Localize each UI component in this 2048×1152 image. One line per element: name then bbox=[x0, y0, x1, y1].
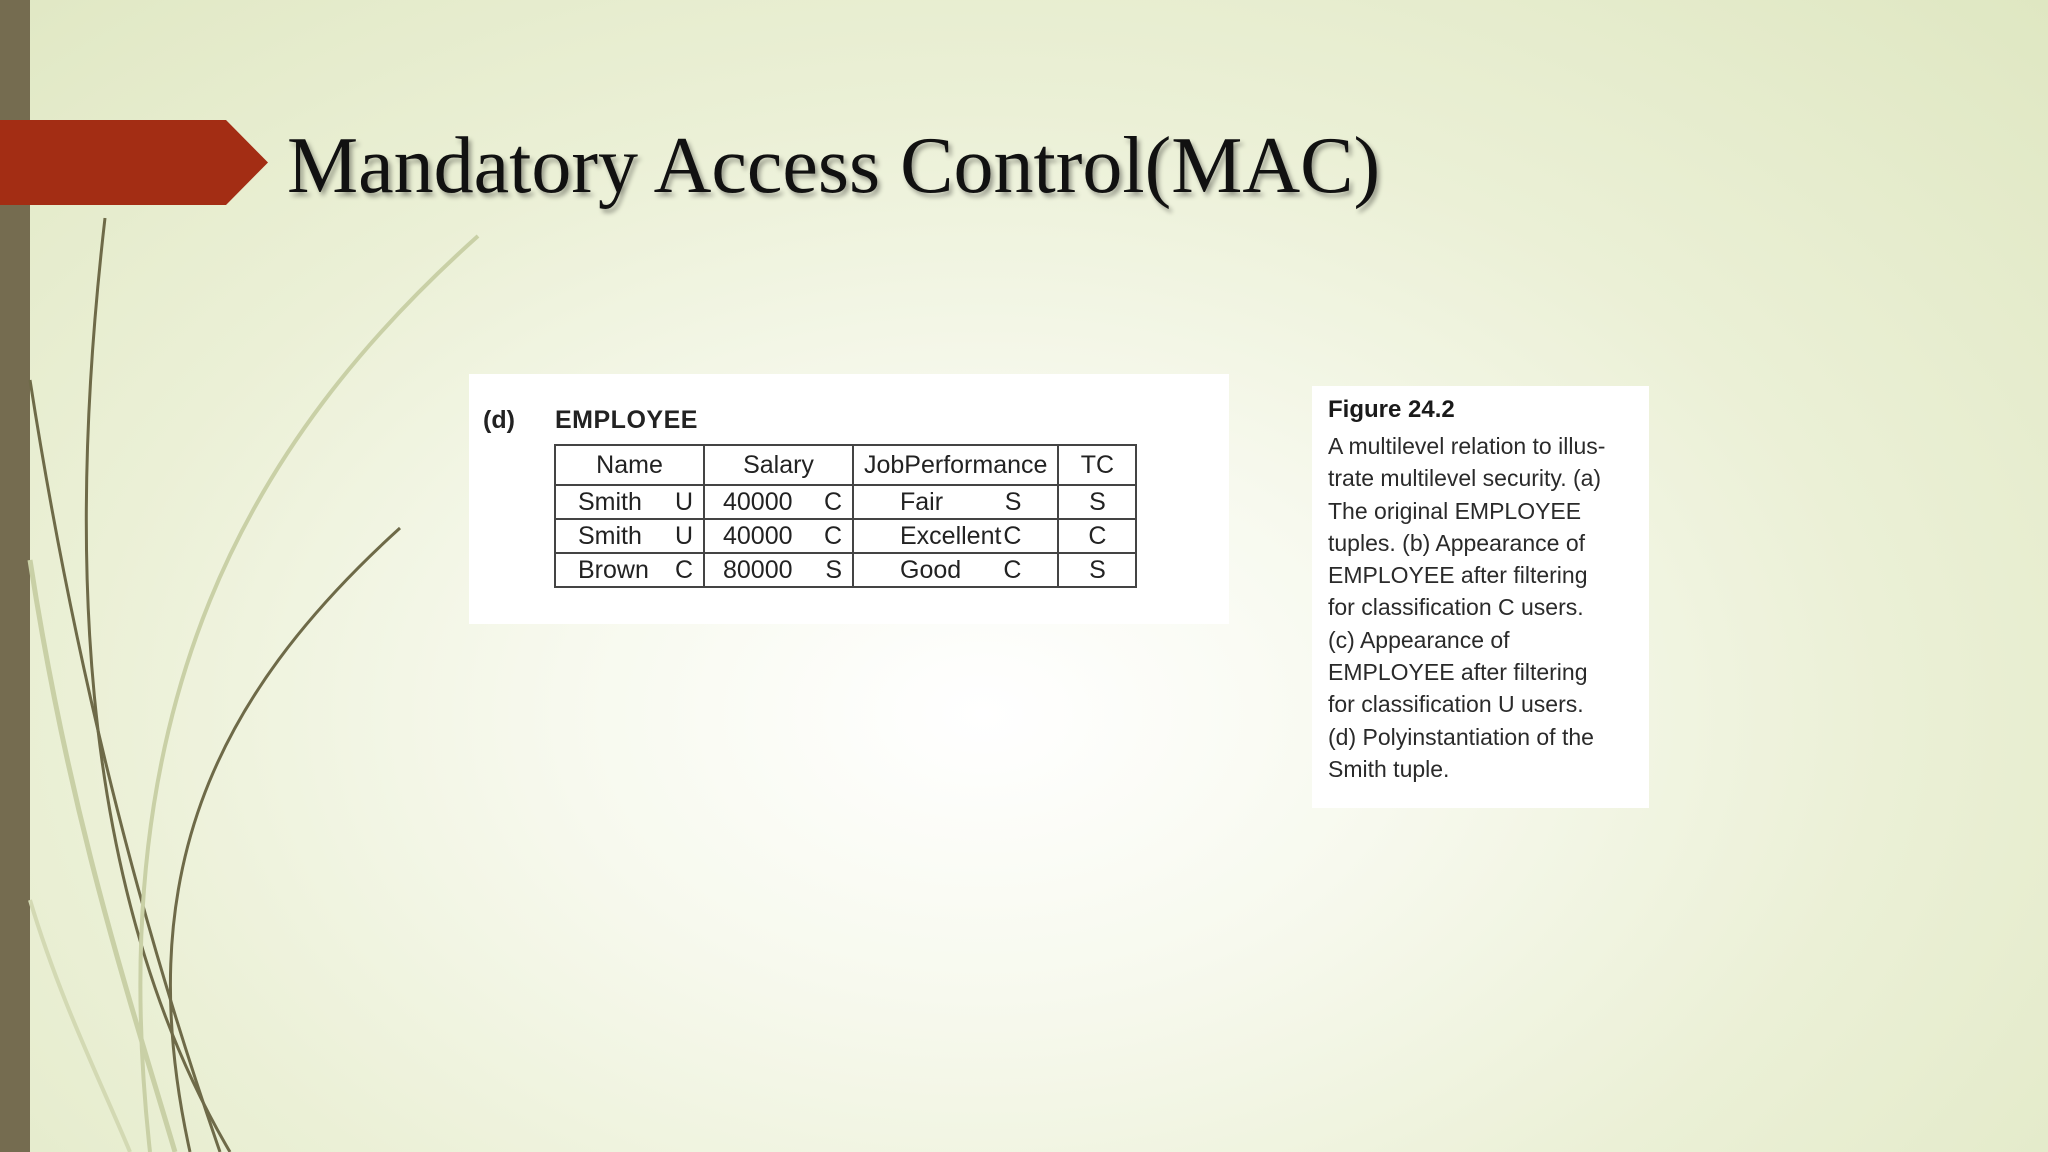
employee-table bbox=[554, 444, 1137, 588]
cell-salary bbox=[704, 519, 853, 553]
job-classification: C bbox=[1003, 555, 1022, 584]
caption-line: trate multilevel security. (a) bbox=[1328, 465, 1602, 492]
caption-line: for classification U users. bbox=[1328, 691, 1584, 718]
header-jobperformance: JobPerformance bbox=[853, 445, 1058, 485]
cell-tc: C bbox=[1058, 519, 1136, 553]
figure-caption bbox=[1312, 386, 1649, 808]
job-value: Fair bbox=[900, 487, 944, 516]
cell-name bbox=[555, 553, 704, 587]
table-header-row bbox=[555, 445, 1136, 485]
title-arrow-shape bbox=[0, 120, 268, 205]
job-classification: C bbox=[1003, 521, 1022, 550]
table-name: EMPLOYEE bbox=[555, 406, 698, 434]
cell-salary bbox=[704, 485, 853, 519]
header-salary: Salary bbox=[704, 445, 853, 485]
caption-title: Figure 24.2 bbox=[1328, 396, 1455, 423]
cell-salary bbox=[704, 553, 853, 587]
caption-line: (d) Polyinstantiation of the bbox=[1328, 723, 1594, 750]
table-row bbox=[555, 553, 1136, 587]
name-classification: C bbox=[674, 555, 693, 584]
salary-value: 80000 bbox=[723, 555, 793, 584]
caption-line: Smith tuple. bbox=[1328, 755, 1450, 782]
cell-jobperformance bbox=[853, 485, 1058, 519]
cell-jobperformance bbox=[853, 519, 1058, 553]
cell-tc: S bbox=[1058, 553, 1136, 587]
salary-classification: C bbox=[823, 487, 842, 516]
salary-classification: S bbox=[825, 555, 842, 584]
slide-title: Mandatory Access Control(MAC) bbox=[287, 122, 1381, 210]
salary-classification: C bbox=[823, 521, 842, 550]
salary-value: 40000 bbox=[723, 521, 793, 550]
cell-name bbox=[555, 485, 704, 519]
header-tc: TC bbox=[1058, 445, 1136, 485]
caption-line: for classification C users. bbox=[1328, 594, 1584, 621]
caption-line: EMPLOYEE after filtering bbox=[1328, 659, 1588, 686]
name-value: Smith bbox=[578, 487, 642, 516]
cell-tc: S bbox=[1058, 485, 1136, 519]
employee-table-figure bbox=[469, 374, 1229, 624]
name-classification: U bbox=[674, 487, 693, 516]
job-value: Excellent bbox=[900, 521, 1002, 550]
name-value: Smith bbox=[578, 521, 642, 550]
table-row bbox=[555, 519, 1136, 553]
table-row bbox=[555, 485, 1136, 519]
job-value: Good bbox=[900, 555, 962, 584]
cell-jobperformance bbox=[853, 553, 1058, 587]
cell-name bbox=[555, 519, 704, 553]
caption-line: EMPLOYEE after filtering bbox=[1328, 562, 1588, 589]
caption-line: The original EMPLOYEE bbox=[1328, 497, 1582, 524]
caption-line: (c) Appearance of bbox=[1328, 626, 1510, 653]
header-name: Name bbox=[555, 445, 704, 485]
caption-line: tuples. (b) Appearance of bbox=[1328, 529, 1585, 556]
caption-line: A multilevel relation to illus- bbox=[1328, 433, 1606, 459]
name-classification: U bbox=[674, 521, 693, 550]
figure-part-label: (d) bbox=[483, 406, 515, 434]
caption-text bbox=[1328, 430, 1605, 785]
name-value: Brown bbox=[578, 555, 649, 584]
salary-value: 40000 bbox=[723, 487, 793, 516]
job-classification: S bbox=[1004, 487, 1022, 516]
